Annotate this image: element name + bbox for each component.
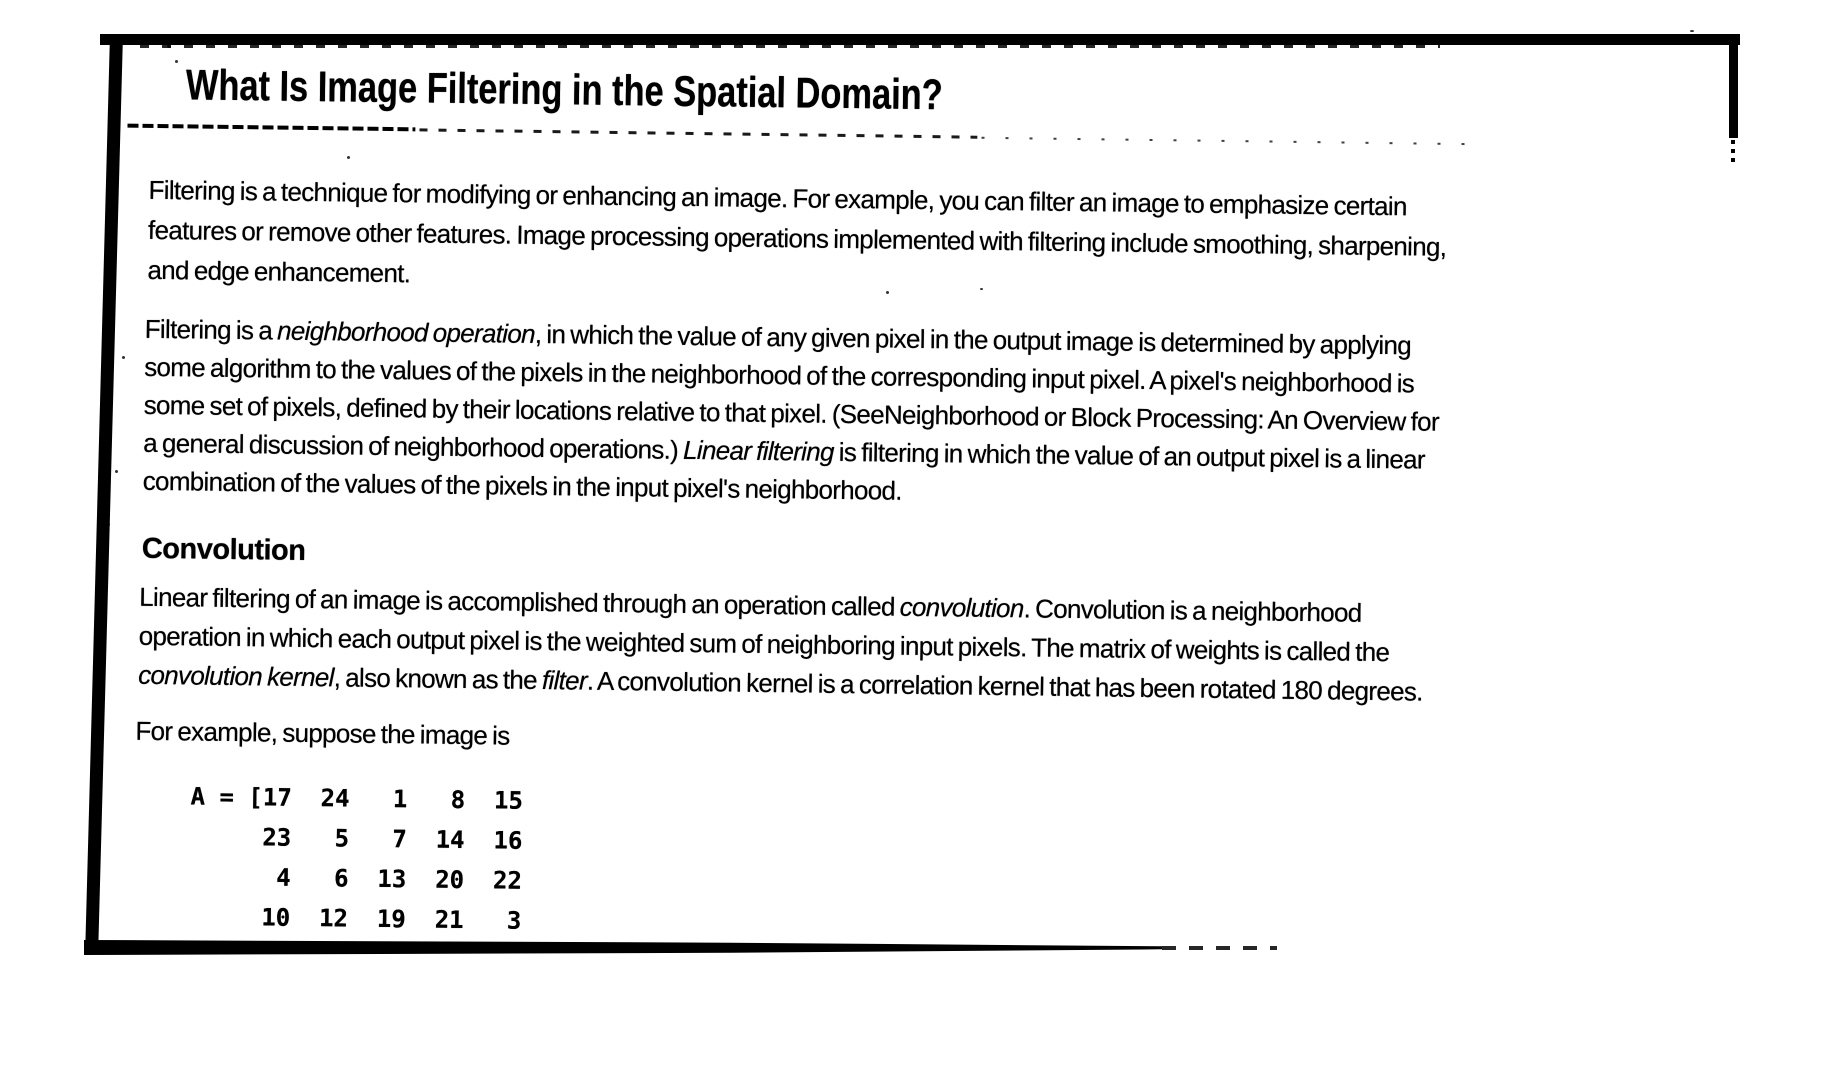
- scan-speck: [115, 470, 118, 473]
- text-segment: , in which the value of any given pixel in the output image is determined by applying: [534, 318, 1412, 361]
- matrix-a-code-block: A = [17 24 1 8 15 23 5 7 14 16 4 6 13 20 22 10 12 19 21 3: [188, 782, 524, 935]
- text-segment-italic: convolution kernel: [138, 659, 334, 693]
- intro-paragraph: [147, 170, 1447, 307]
- text-segment: Filtering is a: [144, 313, 278, 346]
- text-segment: some algorithm to the values of the pixels in the neighborhood of the corresponding input pixel. A pixel's neighborhood is: [144, 351, 1415, 399]
- convolution-section-heading: Convolution: [141, 532, 306, 567]
- text-segment: a general discussion of neighborhood operations.): [143, 427, 684, 465]
- neighborhood-operation-paragraph: [143, 310, 1441, 517]
- page-title: What Is Image Filtering in the Spatial Domain?: [185, 61, 944, 120]
- text-segment: , also known as the: [333, 662, 543, 696]
- title-underline-segment: [981, 137, 1479, 146]
- scan-speck: [980, 288, 983, 290]
- example-intro-text: For example, suppose the image is: [135, 715, 510, 751]
- scan-speck: [886, 291, 889, 294]
- text-segment: Filtering is a technique for modifying or enhancing an image. For example, you can filter an image to emphasize certain: [148, 174, 1407, 222]
- scan-speck: [175, 60, 178, 63]
- scan-speck: [347, 156, 350, 159]
- text-segment-italic: Linear filtering: [682, 434, 834, 467]
- title-underline-segment: [419, 128, 977, 138]
- text-segment-italic: neighborhood operation: [276, 315, 536, 349]
- text-segment: is filtering in which the value of an output pixel is a linear: [833, 436, 1426, 475]
- scan-speck: [167, 45, 171, 48]
- title-underline-segment: [127, 124, 415, 132]
- text-segment: features or remove other features. Image processing operations implemented with filtering include smoothing, sharpening,: [147, 214, 1447, 262]
- scan-speck: [107, 523, 110, 526]
- text-segment: Linear filtering of an image is accomplished through an operation called: [139, 581, 900, 622]
- convolution-paragraph: [138, 578, 1424, 712]
- text-segment: . Convolution is a neighborhood: [1023, 593, 1362, 628]
- text-segment-italic: filter: [541, 665, 588, 696]
- text-segment: . A convolution kernel is a correlation kernel that has been rotated 180 degrees.: [586, 665, 1423, 707]
- text-segment: combination of the values of the pixels in the input pixel's neighborhood.: [142, 465, 902, 506]
- text-segment: and edge enhancement.: [147, 254, 411, 289]
- text-segment: some set of pixels, defined by their locations relative to that pixel. (SeeNeighborhood or Block Processing: An Overview for: [143, 389, 1440, 437]
- text-segment: operation in which each output pixel is the weighted sum of neighboring input pixels. The matrix of weights is called the: [138, 620, 1390, 668]
- text-segment-italic: convolution: [899, 591, 1024, 624]
- scan-speck: [1690, 30, 1694, 32]
- scan-speck: [122, 356, 125, 359]
